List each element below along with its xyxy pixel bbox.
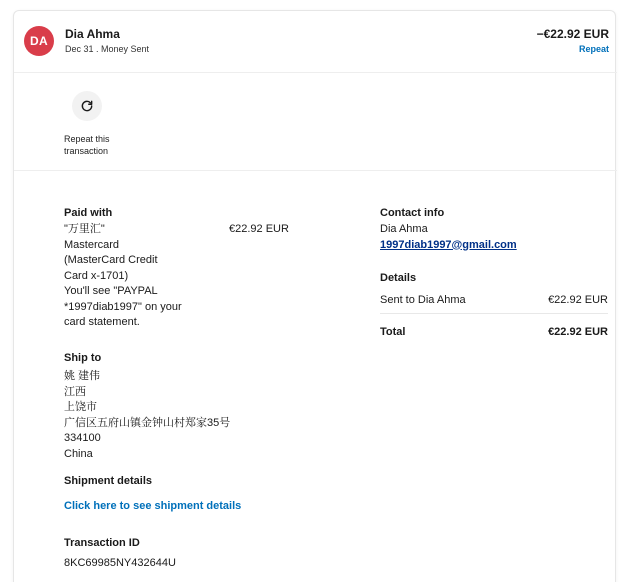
- repeat-link[interactable]: Repeat: [578, 44, 609, 54]
- refresh-icon: [80, 99, 94, 113]
- sent-label: Sent to Dia Ahma: [380, 294, 466, 306]
- transaction-date-type: Dec 31 . Money Sent: [65, 44, 150, 54]
- address-line: 江西: [64, 385, 86, 398]
- shipment-details-link[interactable]: Click here to see shipment details: [64, 500, 242, 512]
- transaction-amount: −€22.92 EUR: [536, 27, 609, 41]
- address-line: 上饶市: [64, 401, 97, 413]
- transaction-card: [13, 10, 616, 582]
- contact-name-text: Dia Ahma: [380, 223, 428, 235]
- transaction-id-heading: Transaction ID: [64, 537, 140, 549]
- recipient-name: Dia Ahma: [65, 27, 120, 41]
- address-line: 334100: [64, 432, 101, 444]
- total-label: Total: [380, 326, 406, 338]
- contact-info-heading: Contact info: [380, 207, 445, 219]
- transaction-header: [14, 11, 617, 73]
- contact-name: [380, 222, 517, 253]
- address-line: China: [64, 447, 93, 460]
- paid-amount: €22.92 EUR: [229, 223, 289, 235]
- payment-source-line: card statement.: [64, 316, 140, 328]
- payment-source: [64, 222, 209, 331]
- payment-source-line: (MasterCard Credit: [64, 254, 158, 266]
- details-divider: [380, 313, 608, 314]
- transaction-id-value: 8KC69985NY432644U: [64, 557, 176, 569]
- avatar: DA: [24, 26, 54, 56]
- sent-amount: €22.92 EUR: [548, 294, 608, 306]
- repeat-transaction-label[interactable]: Repeat this transaction: [64, 134, 110, 156]
- shipment-details-heading: Shipment details: [64, 475, 153, 487]
- payment-source-line: You'll see "PAYPAL: [64, 285, 158, 297]
- paid-with-heading: Paid with: [64, 207, 113, 219]
- repeat-transaction-button[interactable]: [72, 91, 102, 121]
- actions-bar: [14, 73, 617, 171]
- shipping-address: [64, 369, 264, 462]
- address-line: 姚 建伟: [64, 370, 101, 382]
- total-amount: €22.92 EUR: [548, 326, 608, 338]
- payment-source-line: Mastercard: [64, 238, 120, 251]
- payment-source-line: *1997diab1997" on your: [64, 300, 182, 313]
- ship-to-heading: Ship to: [64, 352, 102, 364]
- contact-email-link[interactable]: 1997diab1997@gmail.com: [380, 238, 517, 251]
- details-heading: Details: [380, 272, 417, 284]
- address-line: 广信区五府山镇金钟山村郑家35号: [64, 416, 231, 429]
- payment-source-line: Card x-1701): [64, 269, 129, 282]
- payment-source-line: "万里汇": [64, 223, 105, 235]
